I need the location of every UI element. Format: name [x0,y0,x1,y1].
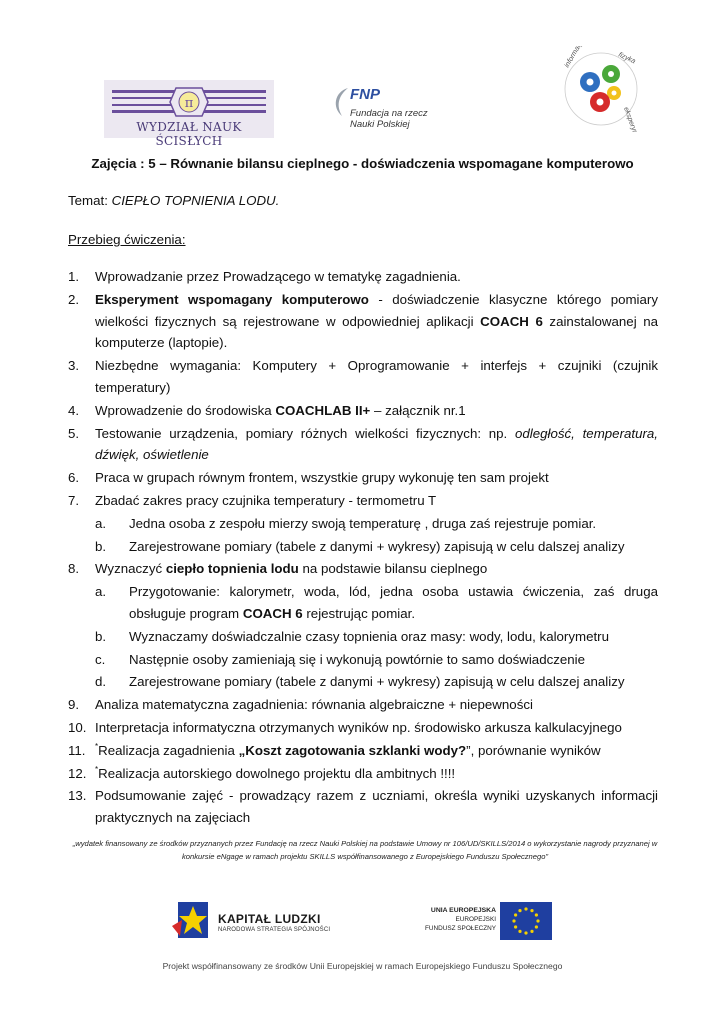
item-text: Wprowadzanie przez Prowadzącego w tematykę zagadnienia. [95,269,461,284]
eu-flag-icon [500,902,552,940]
item-number: 3. [68,358,80,374]
topic-value: CIEPŁO TOPNIENIA LODU. [111,193,280,208]
funding-footnote: „wydatek finansowany ze środków przyznanych przez Fundację na rzecz Nauki Polskiej na podstawie Umowy nr 106/UD/SKILLS/2014 o wykorzystanie nagrody przyznanej w konkursie eNgage w ramach projektu SKILLS współfinansowanego z Europejskiego Funduszu Społecznego” [72,839,658,861]
item-letter: a. [95,515,107,531]
fnp-logo [330,86,440,136]
gears-text-fizyka: fizyka [617,51,637,66]
gears-icon [556,46,646,132]
gear-blue-icon [580,72,600,92]
item-text: Wyznaczyć [95,561,166,577]
kapital-ludzki-title: KAPITAŁ LUDZKI [218,912,321,926]
item-number: 10. [68,719,87,735]
svg-text:π: π [184,96,194,111]
kapital-ludzki-logo [172,896,342,944]
list-item [68,289,658,354]
item-text: na podstawie bilansu cieplnego [298,561,488,577]
item-number: 5. [68,425,80,441]
topic-line [68,193,279,208]
eu-line-2: EUROPEJSKI [455,916,496,923]
item-number: 6. [68,470,80,486]
eu-logo-text [420,906,496,933]
item-text: Niezbędne wymagania: Komputery + Oprogramowanie + interfejs + czujniki (czujnik temperatury) [95,358,658,395]
item-text: Podsumowanie zajęć - prowadzący razem z uczniami, określa wyniki uzyskanych informacji praktycznych na zajęciach [95,788,658,826]
item-number: 12. [68,765,87,781]
sub-list-item [68,671,658,693]
sub-list-item [68,513,658,535]
eu-line-1: UNIA EUROPEJSKA [430,907,496,914]
wns-logo-text: WYDZIAŁ NAUK ŚCISŁYCH [136,120,242,148]
fnp-logo-title: FNP [350,86,380,103]
item-number: 1. [68,269,80,284]
item-text: - doświadczenie klasyczne którego pomiary wielkości fizycznych są rejestrowane w odpowiedniej aplikacji [95,291,658,329]
item-text: Zbadać zakres pracy czujnika temperatury - termometru T [95,492,437,508]
sub-list-item [68,581,658,625]
kapital-ludzki-star-icon [172,896,214,944]
list-item [68,740,658,762]
item-number: 4. [68,402,80,418]
gears-text-informatyka: informatyka [563,46,588,69]
item-text: Wyznaczamy doświadczalnie czasy topnienia oraz masy: wody, lodu, kalorymetru [129,628,609,644]
list-item [68,558,658,580]
eu-star-icon [530,909,533,912]
section-heading: Przebieg ćwiczenia: [68,232,186,247]
list-item [68,490,658,512]
list-item [68,400,658,422]
eu-star-icon [524,931,527,934]
item-text: Interpretacja informatyczna otrzymanych wyników np. środowisko arkusza kalkulacyjnego [95,719,622,735]
item-text: Jedna osoba z zespołu mierzy swoją temperaturę , druga zaś rejestruje pomiar. [129,515,597,531]
item-bold-text: ciepło topnienia lodu [165,561,299,577]
gears-logo [556,46,646,132]
eu-star-icon [518,930,521,933]
list-item [68,266,658,288]
item-number: 13. [68,788,87,804]
item-letter: a. [95,584,107,600]
sub-list-item [68,626,658,648]
list-item [68,467,658,489]
topic-label: Temat: [68,193,112,208]
fnp-subtitle-line-2: Nauki Polskiej [350,119,410,130]
item-text: Następnie osoby zamieniają się i wykonują powtórnie to samo doświadczenie [129,651,586,667]
list-item [68,355,658,399]
eu-star-icon [512,919,515,922]
item-text: Przygotowanie: kalorymetr, woda, lód, jedna osoba ustawia ćwiczenia, zaś druga obsługuje program [129,584,658,621]
item-number: 7. [68,492,80,508]
eu-star-icon [524,907,527,910]
eu-star-icon [514,913,517,916]
item-bold-text: Eksperyment wspomagany komputerowo [95,291,369,307]
list-item [68,423,658,467]
eu-star-icon [536,919,539,922]
list-item [68,694,658,716]
item-number: 2. [68,291,80,307]
list-item [68,717,658,739]
item-text: Wprowadzenie do środowiska [95,402,276,418]
item-italic-text: odległość, temperatura, dźwięk, oświetlenie [95,425,658,463]
item-text: ”, porównanie wyników [466,742,601,758]
item-text: rejestrując pomiar. [302,605,416,621]
fnp-logo-subtitle [350,108,428,130]
eu-logo [420,900,552,944]
kapital-ludzki-subtitle: NARODOWA STRATEGIA SPÓJNOŚCI [218,927,331,933]
eu-star-icon [535,913,538,916]
wns-logo [104,80,274,148]
list-item [68,785,658,829]
gears-text-eksperyment: eksperyment [622,106,643,132]
item-text: – załącznik nr.1 [370,402,466,418]
eu-line-3: FUNDUSZ SPOŁECZNY [424,925,496,932]
gear-green-icon [602,65,620,83]
item-asterisk: * [95,741,99,751]
item-text: Praca w grupach równym frontem, wszystkie grupy wykonuję ten sam projekt [95,470,549,486]
item-text: zainstalowanej na komputerze (laptopie). [95,313,659,351]
item-bold-text: COACH 6 [242,605,303,621]
item-letter: b. [95,538,107,554]
item-letter: b. [95,628,107,644]
item-asterisk: * [95,764,99,774]
item-text: Realizacja zagadnienia [98,742,239,758]
fnp-subtitle-line-1: Fundacja na rzecz [350,108,428,119]
item-text: Zarejestrowane pomiary (tabele z danymi + wykresy) zapisują w celu dalszej analizy [129,674,625,690]
eu-star-icon [514,925,517,928]
sub-list-item [68,649,658,671]
item-bold-text: „Koszt zagotowania szklanki wody? [238,742,467,758]
document-title: Zajęcia : 5 – Równanie bilansu cieplnego - doświadczenia wspomagane komputerowo [91,156,634,171]
item-number: 8. [68,561,80,577]
sub-list-item [68,536,658,558]
item-text: Zarejestrowane pomiary (tabele z danymi + wykresy) zapisują w celu dalszej analizy [129,538,625,554]
item-bold-text: COACH 6 [480,313,543,329]
item-text: Realizacja autorskiego dowolnego projektu dla ambitnych !!!! [98,765,456,781]
eu-star-icon [535,925,538,928]
gear-red-icon [590,92,610,112]
list-item [68,763,658,785]
eu-star-icon [530,930,533,933]
eu-star-icon [518,909,521,912]
item-letter: c. [95,651,106,667]
item-bold-text: COACHLAB II+ [275,402,371,418]
item-text: Testowanie urządzenia, pomiary różnych wielkości fizycznych: np. [95,425,515,441]
item-number: 9. [68,697,80,713]
cofinancing-statement: Projekt współfinansowany ze środków Unii Europejskiej w ramach Europejskiego Funduszu Społecznego [162,961,563,971]
item-number: 11. [68,742,86,758]
item-text: Analiza matematyczna zagadnienia: równania algebraiczne + niepewności [95,697,533,713]
item-letter: d. [95,674,107,690]
steps-list [68,266,658,830]
